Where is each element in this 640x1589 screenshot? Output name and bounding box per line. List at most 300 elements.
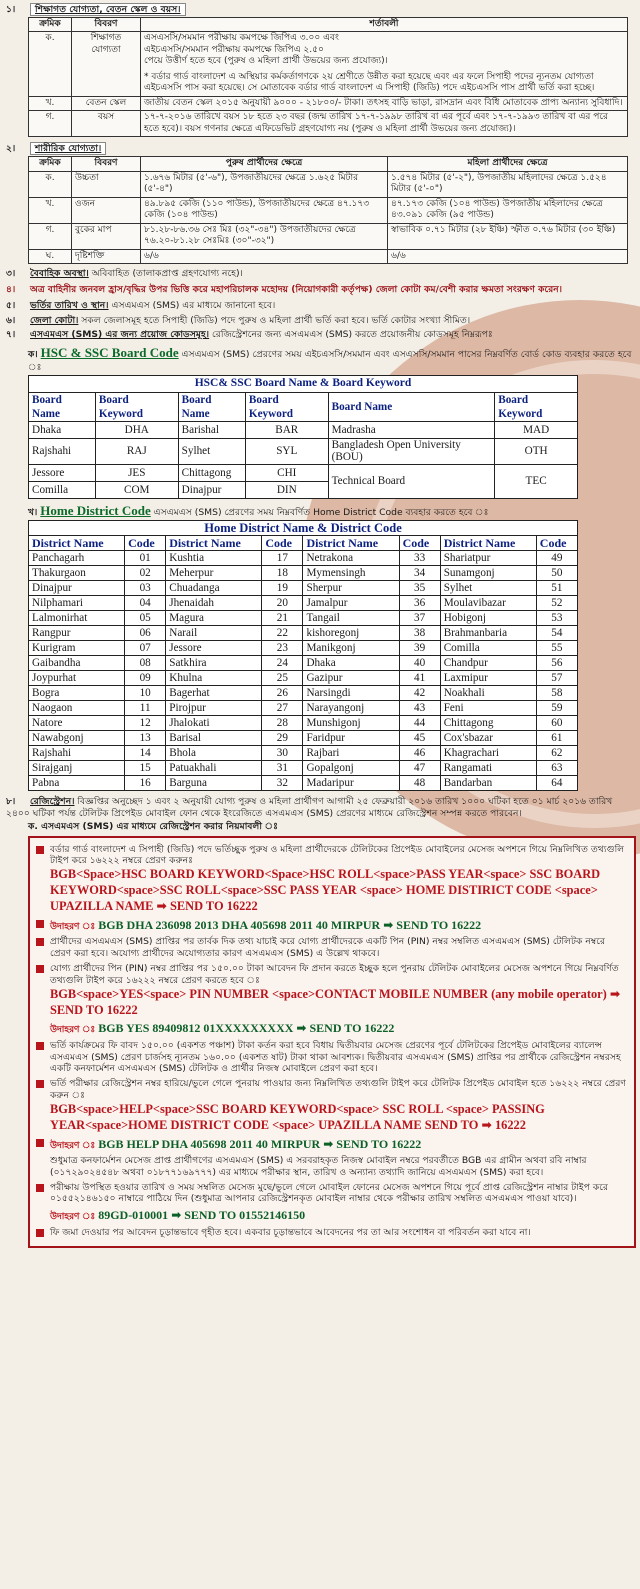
table-row [29,716,578,731]
square-bullet-icon [36,920,44,928]
table-row [29,641,578,656]
example-send-to: SEND TO 01552146150 [184,1208,306,1223]
table-row [29,596,578,611]
example-text: BGB YES 89409812 01XXXXXXXXX [98,1021,294,1036]
board-name: Barishal [178,422,245,439]
example-text: 89GD-010001 [98,1208,169,1223]
table-row [29,731,578,746]
district-name: Bhola [166,746,262,761]
rule-item [36,1227,628,1239]
district-name: Munshigonj [303,716,399,731]
district-code: 07 [125,641,166,656]
board-name: Bangladesh Open University (BOU) [328,439,495,465]
section-2-heading [6,143,634,155]
row-description: বুকের মাপ [72,223,141,249]
district-name: Pirojpur [166,701,262,716]
district-code: 45 [399,731,440,746]
row-serial: গ. [29,223,72,249]
rule-text: শুধুমাত্র কনফার্মেশন মেসেজ প্রাপ্ত প্রার্থীগণের এসএমএস (SMS) এ সরবরাহকৃত নিজস্ব মোবাইল নম্বরে পরবর্তীতে BGB এর গ্রামীন অথবা রবি নাম্বার (০১৭২৯০২৪৫৪৮ অথবা ০১৮৭৭১৬৯৭৭৭) এর মাধ্যমে পরীক্ষার স্থান, তারিখ ও অন্যান্য তথ্যাদি জানিয়ে এসএমএস (SMS) করা হবে। [50,1155,587,1178]
district-name: Nawabgonj [29,731,125,746]
table-row [29,776,578,791]
col-male: পুরুষ প্রার্থীদের ক্ষেত্রে [141,157,388,172]
district-name: Hobigonj [440,611,536,626]
rule-text: ভর্তি পরীক্ষার রেজিস্ট্রেশন নম্বর হারিয়ে/ভুলে গেলে পুনরায় পাওয়ার জন্য নিম্নলিখিত তথ্যগুলি টাইপ করে টেলিটক প্রিপেইড মোবাইল হতে ১৬২২২ নম্বরে প্রেরণ করুন ঃ [50,1078,626,1101]
table-row [29,656,578,671]
district-code: 49 [536,551,577,566]
district-code: 55 [536,641,577,656]
rule-item [36,1078,628,1134]
right-arrow-icon: ➡ [323,1136,334,1151]
section-text: রেজিস্ট্রেশনের জন্য এসএমএস (SMS) করতে প্রয়োজনীয় কোডসমূহ নিম্নরূপঃ [212,329,493,341]
col-serial: ক্রমিক [29,157,72,172]
right-arrow-icon: ➡ [481,1117,492,1133]
board-code-table [28,375,578,499]
table-title: HSC& SSC Board Name & Board Keyword [29,375,578,392]
district-code: 58 [536,686,577,701]
table-row [29,566,578,581]
district-name: Sirajganj [29,761,125,776]
board-keyword: DIN [245,481,328,498]
district-name: Kushtia [166,551,262,566]
district-code: 52 [536,596,577,611]
section-text: বিজ্ঞপ্তির অনুচ্ছেদ ১ এবং ২ অনুযায়ী যোগ্য পুরুষ ও মহিলা প্রার্থীগণ আগামী ২৫ ফেব্রুয়ারী ২০১৬ তারিখ ১০০০ ঘটিকা হতে ০১ মার্চ ২০১৬ তারিখ ২৪০০ ঘটিকা পর্যন্ত টেলিটক প্রিপেইড মোবাইল ফোন থেকে ইংরেজিতে এসএমএস (SMS) প্রেরণের মাধ্যমে রেজিস্ট্রেশন সম্পন্ন করতে পারবেন। [6,796,613,820]
col-serial: ক্রমিক [29,17,72,32]
district-code: 39 [399,641,440,656]
board-keyword: SYL [245,439,328,465]
square-bullet-icon [36,1080,44,1088]
district-code: 10 [125,686,166,701]
section-8 [6,796,634,820]
square-bullet-icon [36,1184,44,1192]
district-code: 04 [125,596,166,611]
col-district-name: District Name [29,536,125,551]
section-text: এসএমএস (SMS) এর মাধ্যমে জানানো হবে। [111,299,276,311]
district-name: Khulna [166,671,262,686]
table-row [29,111,628,137]
section-title: জেলা কোটা। [30,314,79,326]
district-code: 16 [125,776,166,791]
district-code: 17 [262,551,303,566]
district-code: 18 [262,566,303,581]
district-code: 08 [125,656,166,671]
section-6 [6,315,634,327]
district-code: 47 [399,761,440,776]
example-send-to: SEND TO 16222 [396,917,482,932]
table-row [29,686,578,701]
row-male: ১.৬৭৬ মিটার (৫'-৬"), উপজাতীয়দের ক্ষেত্রে ১.৬২৫ মিটার (৫'-৪") [141,171,388,197]
qualification-table [28,17,628,138]
row-male: ৬/৬ [141,249,388,264]
district-name: Feni [440,701,536,716]
row-description: উচ্চতা [72,171,141,197]
district-name: Patuakhali [166,761,262,776]
sms-send-to: SEND TO 16222 [170,899,258,914]
section-1-heading [6,4,634,16]
example-text: BGB DHA 236098 2013 DHA 405698 2011 40 MIRPUR [98,917,381,932]
district-name: Madaripur [303,776,399,791]
table-row [29,223,628,249]
rule-text: যোগ্য প্রার্থীদের পিন (PIN) নম্বর প্রাপ্তির পর ১৫০.০০ টাকা আবেদন ফি প্রদান করতে ইচ্ছুক হলে পুনরায় টেলিটক মোবাইলের মেসেজ অপশনে গিয়ে নিম্নবর্ণিত তথ্যগুলি টাইপ করে ১৬২২২ নম্বরে প্রেরণ করতে হবে ঃ [50,962,619,986]
district-name: Natore [29,716,125,731]
section-number: ৬। [6,314,16,326]
table-row [29,761,578,776]
row-male: ৮১.২৮-৮৬.৩৬ সেঃ মিঃ (৩২"-৩৪") উপজাতীয়দের ক্ষেত্রে ৭৬.২০-৮১.২৮ সেঃমিঃ (৩০"-৩২") [141,223,388,249]
district-name: Chandpur [440,656,536,671]
district-name: Sylhet [440,581,536,596]
section-3 [6,268,634,280]
district-name: Naogaon [29,701,125,716]
district-code: 57 [536,671,577,686]
board-code-heading [28,345,634,373]
district-name: Tangail [303,611,399,626]
district-code: 11 [125,701,166,716]
table-header-row [29,157,628,172]
sub-title: Home District Code [40,502,151,518]
col-board-keyword: Board Keyword [245,392,328,422]
district-name: Magura [166,611,262,626]
district-code-table [28,520,578,791]
district-code: 61 [536,731,577,746]
table-row [29,626,578,641]
district-name: Lalmonirhat [29,611,125,626]
district-name: Jessore [166,641,262,656]
section-title: ভর্তির তারিখ ও স্থান। [30,299,109,311]
example-label: উদাহরণ ঃ [50,1140,96,1151]
district-code: 41 [399,671,440,686]
table-row [29,32,628,97]
district-code: 40 [399,656,440,671]
board-keyword: MAD [495,422,578,439]
sms-format-text: BGB<Space>HSC BOARD KEYWORD<Space>HSC ROLL<space>PASS YEAR<space> SSC BOARD KEYWORD<space>SSC ROLL<space>SSC PASS YEAR <space> HOME DISTIRICT CODE <space> UPAZILLA NAME [50,867,601,914]
table-row [29,422,578,439]
table-row [29,171,628,197]
square-bullet-icon [36,846,44,854]
row-description: বেতন স্কেল [72,96,141,111]
district-code: 31 [262,761,303,776]
example-line [36,1137,628,1153]
board-keyword: CHI [245,464,328,481]
district-name: Sherpur [303,581,399,596]
district-code: 38 [399,626,440,641]
example-send-to: SEND TO 16222 [336,1136,422,1151]
example-label: উদাহরণ ঃ [50,921,96,932]
district-code: 23 [262,641,303,656]
district-code: 20 [262,596,303,611]
district-code: 48 [399,776,440,791]
district-code: 24 [262,656,303,671]
district-code: 29 [262,731,303,746]
district-name: Gazipur [303,671,399,686]
district-code: 33 [399,551,440,566]
condition-line: এইচএসসি/সমমান পরীক্ষায় কমপক্ষে জিপিএ ২.৫০ [144,44,324,55]
district-name: Narsingdi [303,686,399,701]
row-description: বয়স [72,111,141,137]
district-name: Narayangonj [303,701,399,716]
sms-send-to: SEND TO 16222 [50,1002,138,1017]
district-code: 42 [399,686,440,701]
district-name: Barguna [166,776,262,791]
rule-item [36,844,628,915]
district-name: Moulavibazar [440,596,536,611]
table-row [29,551,578,566]
district-name: Chuadanga [166,581,262,596]
rule-item [36,936,628,960]
section-text: সকল জেলাসমূহ হতে সিপাহী (জিডি) পদে পুরুষ ও মহিলা প্রার্থী ভর্তি করা হবে। ভর্তি কোটার সংখ্যা সীমিত। [81,314,471,326]
table-row [29,611,578,626]
row-serial: ঘ. [29,249,72,264]
table-row [29,464,578,481]
district-code: 46 [399,746,440,761]
district-name: Noakhali [440,686,536,701]
square-bullet-icon [36,938,44,946]
rule-item [36,963,628,1019]
district-code: 43 [399,701,440,716]
sms-format [50,1102,628,1134]
right-arrow-icon: ➡ [383,917,394,932]
section-number: ৩। [6,268,16,280]
district-name: Joypurhat [29,671,125,686]
row-female: ৪৭.১৭৩ কেজি (১০৪ পাউন্ড) উপজাতীয় মহিলাদের ক্ষেত্রে ৪৩.০৯১ কেজি (৯৫ পাউন্ড) [388,197,628,223]
district-code: 22 [262,626,303,641]
district-name: Bogra [29,686,125,701]
row-female: ৬/৬ [388,249,628,264]
square-bullet-icon [36,1139,44,1147]
district-code: 14 [125,746,166,761]
table-row [29,701,578,716]
board-keyword: OTH [495,439,578,465]
col-board-name: Board Name [29,392,96,422]
section-text: অত্র বাহিনীর জনবল হ্রাস/বৃদ্ধির উপর ভিত্তি করে মহাপরিচালক মহোদয় (নিয়োগকারী কর্তৃপক্ষ) জেলা কোটা কম/বেশী করার ক্ষমতা সংরক্ষণ করেন। [30,284,563,296]
row-conditions [141,32,628,97]
sub-label: খ। [28,506,38,518]
district-name: kishoregonj [303,626,399,641]
district-code: 34 [399,566,440,581]
district-name: Jhalokati [166,716,262,731]
district-code: 56 [536,656,577,671]
district-name: Barisal [166,731,262,746]
district-code: 13 [125,731,166,746]
district-code: 28 [262,716,303,731]
row-female: ১.৫৭৪ মিটার (৫'-২"), উপজাতীয় মহিলাদের ক্ষেত্রে ১.৫২৪ মিটার (৫'-০") [388,171,628,197]
section-number: ৪। [6,284,16,296]
row-serial: খ. [29,197,72,223]
district-code: 21 [262,611,303,626]
row-description: ওজন [72,197,141,223]
col-code: Code [125,536,166,551]
district-code: 25 [262,671,303,686]
district-code: 30 [262,746,303,761]
sub-title: HSC & SSC Board Code [40,345,179,361]
board-name: Technical Board [328,464,495,498]
district-name: Jhenaidah [166,596,262,611]
example-line [36,1021,628,1037]
rule-item [36,1182,628,1206]
district-code: 01 [125,551,166,566]
board-keyword: JES [95,464,178,481]
col-description: বিবরণ [72,17,141,32]
rule-item [36,1040,628,1075]
col-district-name: District Name [166,536,262,551]
district-name: Rajbari [303,746,399,761]
rule-text: পরীক্ষায় উপস্থিত হওয়ার তারিখ ও সময় সম্বলিত মেসেজ মুছে/ভুলে গেলে মোবাইল ফোনের মেসেজ অপশনে গিয়ে পূর্বে প্রাপ্ত রেজিস্ট্রেশন নাম্বার টাইপ করে ০১৫৫২১৪৬১৫০ নাম্বারে পাঠিয়ে দিন (শুধুমাত্র আপনার রেজিস্ট্রেশনকৃত মোবাইল নাম্বার থেকে পরীক্ষার তারিখ সম্বলিত এসএমএস পাওয়া যাবে)। [50,1181,609,1205]
district-name: Satkhira [166,656,262,671]
section-title: শারীরিক যোগ্যতা। [30,142,106,155]
sms-send-to: 16222 [494,1118,526,1133]
district-code: 51 [536,581,577,596]
right-arrow-icon: ➡ [609,986,621,1002]
row-description: শিক্ষাগত যোগ্যতা [72,32,141,97]
district-code: 32 [262,776,303,791]
district-name: Dinajpur [29,581,125,596]
board-keyword: DHA [95,422,178,439]
example-line [36,918,628,934]
district-code: 02 [125,566,166,581]
col-conditions: শর্তাবলী [141,17,628,32]
example-label: উদাহরণ ঃ [50,1025,96,1036]
section-number: ১। [6,4,16,15]
table-header-row [29,17,628,32]
sub-label: ক. [28,820,38,832]
table-row [29,249,628,264]
col-board-keyword: Board Keyword [95,392,178,422]
table-row [29,746,578,761]
district-code: 37 [399,611,440,626]
right-arrow-icon: ➡ [296,1021,307,1036]
sms-rules-box [28,836,636,1248]
district-code: 44 [399,716,440,731]
district-code: 27 [262,701,303,716]
district-code: 03 [125,581,166,596]
section-title: বৈবাহিক অবস্থা। [30,268,89,280]
district-name: Rajshahi [29,746,125,761]
square-bullet-icon [36,1229,44,1237]
row-serial: ক. [29,32,72,97]
section-number: ৫। [6,299,16,311]
section-7 [6,329,634,341]
row-conditions: ১৭-৭-২০১৬ তারিখে বয়স ১৮ হতে ২৩ বছর (জন্ম তারিখ ১৭-৭-১৯৯৮ তারিখ বা এর পূর্বে এবং ১৭-৭-১৯৯৩ তারিখ বা এর পরে হতে হবে)। বয়স গণনার ক্ষেত্রে এফিডেভিট গ্রহণযোগ্য নয় (পুরুষ ও মহিলা প্রার্থী উভয়ের জন্য প্রযোজ্য)। [141,111,628,137]
section-title: শিক্ষাগত যোগ্যতা, বেতন স্কেল ও বয়স। [30,3,186,16]
col-district-name: District Name [303,536,399,551]
section-title: এসএমএস (SMS) এর জন্য প্রয়োজ কোডসমূহ। [30,329,210,341]
district-name: Meherpur [166,566,262,581]
col-board-name: Board Name [328,392,495,422]
district-code-heading [28,503,634,520]
rule-item [36,1155,628,1179]
district-code: 19 [262,581,303,596]
board-name: Dhaka [29,422,96,439]
board-name: Chittagong [178,464,245,481]
district-code: 63 [536,761,577,776]
district-code: 12 [125,716,166,731]
district-name: Rangamati [440,761,536,776]
example-label: উদাহরণ ঃ [50,1212,96,1223]
rule-text: প্রার্থীদের এসএমএস (SMS) প্রাপ্তির পর তার্বক দিক তথ্য যাচাই করে যোগ্য প্রার্থীদেরকে একটি পিন (PIN) নম্বর সম্বলিত এসএমএস (SMS) টেলিটক নম্বরে প্রেরণ করা হবে। অযোগ্য প্রার্থীদের অযোগ্যতার কারণ এসএমএস (SMS) এ উল্লেখ থাকবে। [50,936,606,960]
district-name: Narail [166,626,262,641]
district-code: 50 [536,566,577,581]
table-row [29,581,578,596]
district-name: Cox'sbazar [440,731,536,746]
row-serial: গ. [29,111,72,137]
table-row [29,439,578,465]
example-line [36,1208,628,1224]
col-board-name: Board Name [178,392,245,422]
registration-rules-heading [28,821,634,833]
district-name: Pabna [29,776,125,791]
district-name: Gaibandha [29,656,125,671]
section-number: ৭। [6,329,16,341]
district-name: Gopalgonj [303,761,399,776]
district-name: Khagrachari [440,746,536,761]
board-name: Sylhet [178,439,245,465]
district-name: Laxmipur [440,671,536,686]
district-name: Rangpur [29,626,125,641]
district-code: 06 [125,626,166,641]
table-title: Home District Name & District Code [29,521,578,536]
district-code: 59 [536,701,577,716]
example-text: BGB HELP DHA 405698 2011 40 MIRPUR [98,1136,321,1151]
col-female: মহিলা প্রার্থীদের ক্ষেত্রে [388,157,628,172]
sub-label: ক। [28,349,38,361]
district-name: Dhaka [303,656,399,671]
district-code: 35 [399,581,440,596]
col-description: বিবরণ [72,157,141,172]
board-name: Dinajpur [178,481,245,498]
district-name: Chittagong [440,716,536,731]
district-code: 15 [125,761,166,776]
row-description: দৃষ্টিশক্তি [72,249,141,264]
board-keyword: TEC [495,464,578,498]
condition-note: * বর্ডার গার্ড বাংলাদেশ এ অস্থিয়ার কর্মকর্তাগণকে ২য় শ্রেণীতে উন্নীত করা হয়েছে এবং এর ফলে সিপাহী পদের ন্যূনতম যোগ্যতা এইচএসসি পাস করা হয়েছে। সে মোতাবেক বর্ডার গার্ড বাংলাদেশ এ সিপাহী (জিডি) পদে এইচএসসি পাস প্রার্থী ভর্তি করা হচ্ছে। [144,71,595,94]
section-title: রেজিস্ট্রেশন। [30,796,75,808]
board-keyword: RAJ [95,439,178,465]
table-title-row [29,375,578,392]
col-code: Code [262,536,303,551]
table-header-row [29,392,578,422]
district-code: 09 [125,671,166,686]
district-name: Thakurgaon [29,566,125,581]
section-4 [6,284,634,296]
sub-text: এসএমএস (SMS) প্রেরণের সময় এইচএসসি/সমমান এবং এসএসসি/সমমান পাসের নিম্নবর্ণিত বোর্ড কোড ব্যবহার করতে হবে ঃ [28,349,632,373]
col-code: Code [536,536,577,551]
district-code: 60 [536,716,577,731]
board-name: Madrasha [328,422,495,439]
col-district-name: District Name [440,536,536,551]
square-bullet-icon [36,965,44,973]
square-bullet-icon [36,1042,44,1050]
section-number: ২। [6,143,16,155]
district-code: 05 [125,611,166,626]
row-female: স্বাভাবিক ০.৭১ মিটার (২৮ ইঞ্চি) স্ফীত ০.৭৬ মিটার (৩০ ইঞ্চি) [388,223,628,249]
sms-format-text: BGB<space>HELP<space>SSC BOARD KEYWORD<space> SSC ROLL <space> PASSING YEAR<space>HOME DISTRICT CODE <space> UPAZILLA NAME SEND TO [50,1101,545,1133]
section-number: ৮। [6,796,16,808]
board-keyword: COM [95,481,178,498]
district-name: Manikgonj [303,641,399,656]
section-text: অবিবাহিত (তালাকপ্রাপ্ত গ্রহণযোগ্য নহে)। [91,268,243,280]
sub-text: এসএমএস (SMS) এর মাধ্যমে রেজিস্ট্রেশন করার নিয়মাবলী ঃ [41,820,279,832]
district-code: 26 [262,686,303,701]
district-code: 62 [536,746,577,761]
district-name: Kurigram [29,641,125,656]
board-name: Comilla [29,481,96,498]
sms-format [50,986,628,1018]
section-5 [6,300,634,312]
condition-line: পেয়ে উত্তীর্ণ হতে হবে (পুরুষ ও মহিলা প্রার্থী উভয়ের জন্য প্রযোজ্য)। [144,56,388,67]
district-name: Shariatpur [440,551,536,566]
district-name: Comilla [440,641,536,656]
district-name: Bandarban [440,776,536,791]
board-name: Rajshahi [29,439,96,465]
district-code: 36 [399,596,440,611]
